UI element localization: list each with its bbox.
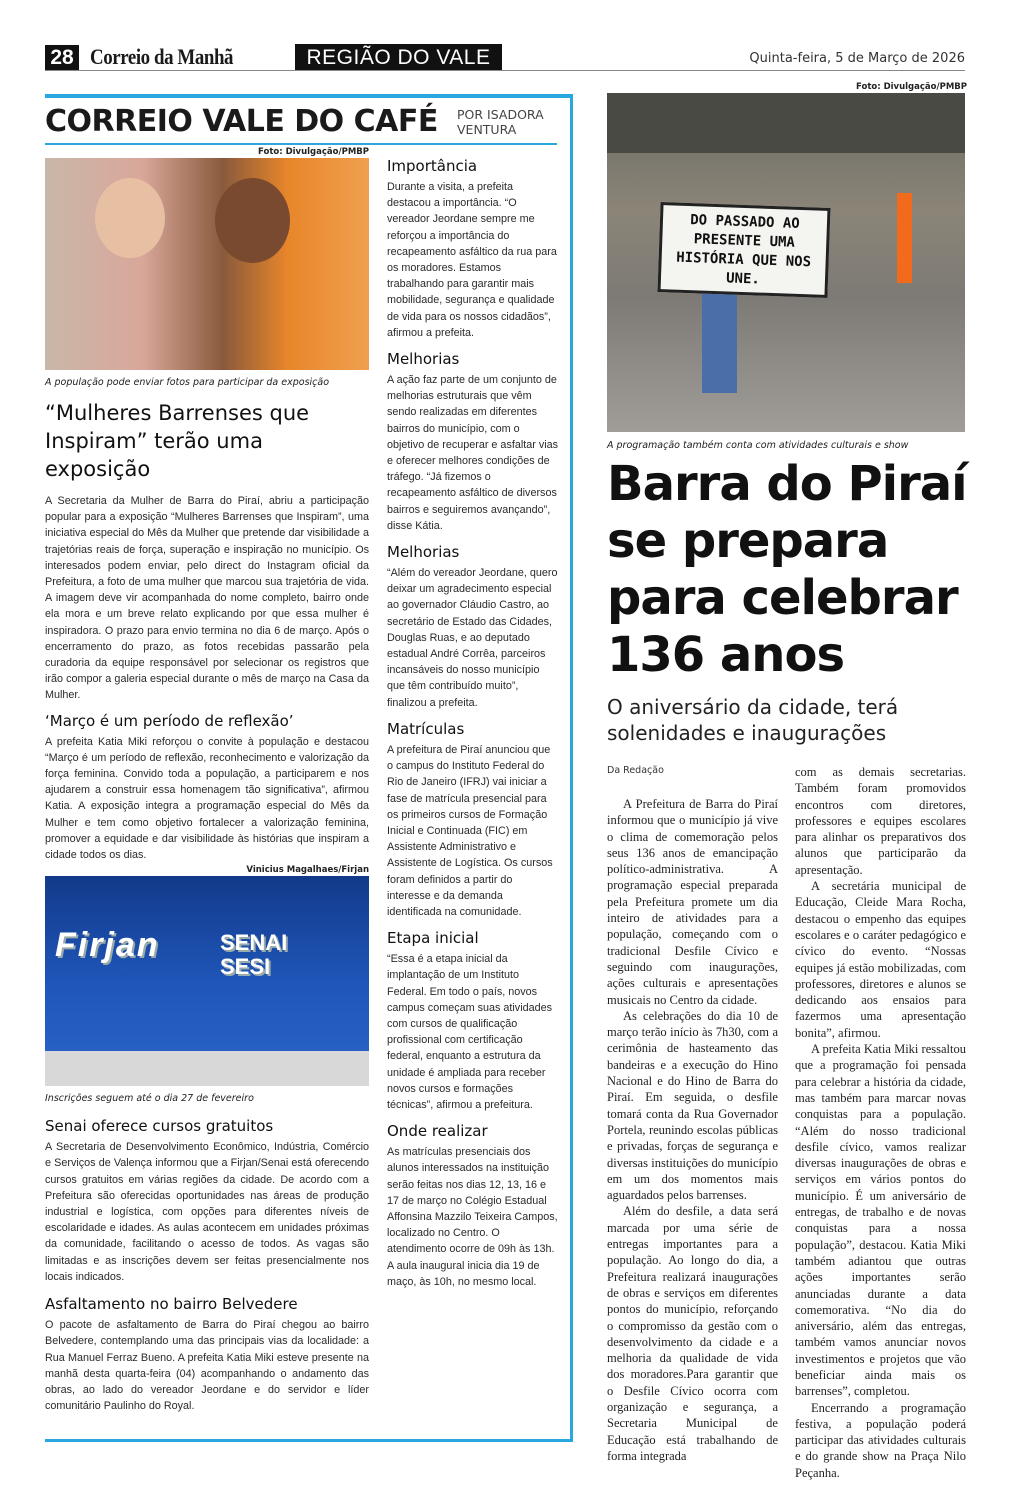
- section-body: “Além do vereador Jeordane, quero deixar um agradecimento especial ao governador Cláudio Castro, ao secretário de Estado das Cidades, Douglas Ruas, e ao deputado estadual André Corrêa, parceiros incansáveis do nosso município que têm contribuído muito”, finalizou a prefeita.: [387, 567, 558, 709]
- photo-parade: [607, 93, 965, 432]
- middle-section: [387, 929, 559, 1113]
- article-body: O pacote de asfaltamento de Barra do Piraí chegou ao bairro Belvedere, contemplando uma das principais vias da localidade: a Rua Manuel Ferraz Bueno. A prefeita Katia Miki esteve presente na manhã desta quarta-feira (04) acompanhando o andamento das obras, ao lado do vereador Jeordane e do servidor e líder comunitário Paulinho do Royal.: [45, 1319, 369, 1413]
- middle-section: [387, 720, 559, 920]
- section-heading: Matrículas: [387, 719, 465, 738]
- middle-section: [387, 543, 559, 711]
- paragraph: A secretária municipal de Educação, Cleide Mara Rocha, destacou o empenho das equipes escolares e o caráter pedagógico e cívico do evento. “Nossas equipes já estão mobilizadas, com professores, diretores e alunos se dedicando aos ensaios para fazermos uma apresentação bonita”, afirmou.: [795, 879, 966, 1040]
- middle-section: [387, 1122, 559, 1290]
- article-column-2: [795, 764, 966, 1481]
- article-subheading: ‘Março é um período de reflexão’: [45, 711, 294, 730]
- article-columns: [607, 764, 967, 1481]
- paragraph: com as demais secretarias. Também foram promovidos encontros com diretores, professores e equipes escolares para alinhar os preparativos dos alunos que participarão da apresentação.: [795, 765, 966, 877]
- section-body: “Essa é a etapa inicial da implantação de um Instituto Federal. Em todo o país, novos campus começam suas atividades com cursos de qualificação profissional com certificação federal, enquanto a estrutura da unidade é ampliada para receber novos cursos e formações técnicas”, afirmou a prefeitura.: [387, 953, 553, 1111]
- article-subheading: Asfaltamento no bairro Belvedere: [45, 1295, 298, 1314]
- section-heading: Melhorias: [387, 543, 460, 562]
- column-title: CORREIO VALE DO CAFÉ: [45, 104, 438, 139]
- article-column-1: [607, 764, 778, 1481]
- section-label: REGIÃO DO VALE: [295, 44, 502, 71]
- buildings: [607, 93, 965, 153]
- article-author: Da Redação: [607, 765, 664, 776]
- paragraph: A Prefeitura de Barra do Piraí informou que o município já vive o clima de comemoração pelos seus 136 anos de emancipação político-administrativa. A programação especial preparada pela Prefeitura promete um dia inteiro de atividades para a população, começando com o tradicional Desfile Cívico e seguindo com inaugurações, ações culturais e apresentações musicais no Centro da cidade.: [607, 797, 778, 1007]
- middle-section: [387, 350, 559, 534]
- header-divider: [45, 70, 965, 71]
- section-heading: Onde realizar: [387, 1122, 488, 1141]
- newspaper-masthead: Correio da Manhã: [90, 44, 234, 69]
- photo-credit: Foto: Divulgação/PMBP: [258, 147, 369, 157]
- article-body: A Secretaria de Desenvolvimento Econômico, Indústria, Comércio e Serviços de Valença informou que a Firjan/Senai está oferecendo cursos gratuitos em várias regiões da cidade. De acordo com a Prefeitura são oferecidas oportunidades nas áreas de produção industrial e logística, com opções para diferentes níveis de escolaridade e idades. As aulas acontecem em unidades próximas da comunidade, facilitando o acesso de todos. As vagas são limitadas e as inscrições devem ser feitas presencialmente nos locais indicados.: [45, 1141, 369, 1283]
- paragraph: As celebrações do dia 10 de março terão início às 7h30, com a cerimônia de hasteamento das bandeiras e a execução do Hino Nacional e do Hino de Barra do Piraí. Em seguida, o desfile tomará conta da Rua Governador Portela, reunindo escolas públicas e privadas, forças de segurança e diversas instituições do município em um dos momentos mais aguardados pelos barrenses.: [607, 1008, 778, 1203]
- photo-caption: A população pode enviar fotos para participar da exposição: [45, 377, 330, 388]
- main-subheadline: O aniversário da cidade, terá solenidades e inaugurações: [607, 695, 899, 745]
- middle-section: [387, 157, 559, 341]
- issue-date: Quinta-feira, 5 de Março de 2026: [749, 51, 965, 66]
- paragraph: A prefeita Katia Miki ressaltou que a programação foi pensada para celebrar a história da cidade, mas também para marcar novas conquistas para a população. “Além do nosso tradicional desfile cívico, vamos realizar diversas inaugurações de obras e serviços em vários pontos do município. É um aniversário de entregas, de trabalho e de novas conquistas para a nossa população”, destacou. Katia Miki também adiantou que outras ações importantes serão anunciadas durante a data comemorativa. “No dia do aniversário, além das entregas, também vamos anunciar novos investimentos e projetos que vão beneficiar ainda mais os barrenses”, completou.: [795, 1042, 966, 1399]
- column-byline: POR ISADORA VENTURA: [457, 107, 544, 137]
- paragraph: Além do desfile, a data será marcada por uma série de entregas importantes para a população. Ao longo do dia, a Prefeitura realizará inaugurações de obras e serviços em diferentes pontos do município, reforçando o compromisso da gestão com o desenvolvimento da cidade e a melhoria da qualidade de vida dos moradores.Para garantir que o Desfile Cívico ocorra com organização e segurança, a Secretaria Municipal de Educação está trabalhando de forma integrada: [607, 1204, 778, 1463]
- article-body: A Secretaria da Mulher de Barra do Piraí, abriu a participação popular para a exposição “Mulheres Barrenses que Inspiram”, uma iniciativa especial do Mês da Mulher que pretende dar visibilidade a trajetórias reais de força, superação e inspiração no município. Os interesados podem enviar, pelo direct do Instagram oficial da Prefeitura, a foto de uma mulher que marcou sua trajetória de vida. A imagem deve vir acompanhada do nome completo, bairro onde ela mora e um breve relato explicando por que essa mulher é inspiradora. O prazo para envio termina no dia 6 de março. Após o encerramento do prazo, as fotos recebidas passarão pela curadoria da equipe responsável por selecionar os registros que irão compor a galeria especial durante o mês de março na Casa da Mulher.: [45, 495, 369, 702]
- photo-credit: Foto: Divulgação/PMBP: [856, 82, 967, 92]
- traffic-cone: [897, 193, 912, 283]
- firjan-logo: Firjan: [55, 926, 160, 965]
- section-heading: Etapa inicial: [387, 929, 479, 948]
- person-face: [95, 178, 165, 258]
- person-legs: [702, 293, 737, 393]
- person-face: [215, 178, 290, 263]
- section-body: Durante a visita, a prefeita destacou a importância. “O vereador Jeordane sempre me reforçou a importância do recapeamento asfáltico da rua para os moradores. Estamos trabalhando para garantir mais mobilidade, segurança e qualidade de vida para os nossos cidadãos”, afirmou a prefeita.: [387, 181, 557, 339]
- section-body: As matrículas presenciais dos alunos interessados na instituição serão feitas nos dias 12, 13, 16 e 17 de março no Colégio Estadual Affonsina Mazzilo Teixeira Campos, localizado no Centro. O atendimento ocorre de 09h às 13h. A aula inaugural inicia dia 19 de maço, às 10h, no mesmo local.: [387, 1146, 558, 1288]
- parade-sign: DO PASSADO AO PRESENTE UMA HISTÓRIA QUE NOS UNE.: [657, 202, 830, 298]
- article-subheading: Senai oferece cursos gratuitos: [45, 1117, 274, 1136]
- senai-sesi-logo: SENAI SESI: [220, 930, 288, 980]
- photo-caption: Inscrições seguem até o dia 27 de fevereiro: [45, 1093, 254, 1105]
- photo-two-women: [45, 158, 369, 370]
- ground: [45, 1051, 369, 1086]
- photo-credit: Vinicius Magalhaes/Firjan: [246, 865, 369, 876]
- page-number: 28: [45, 45, 79, 71]
- section-body: A prefeitura de Piraí anunciou que o campus do Instituto Federal do Rio de Janeiro (IFRJ) vai iniciar a fase de matrícula presencial para os primeiros cursos de Formação Inicial e Continuada (FIC) em Assistente Administrativo e Assistente de Logística. Os cursos foram definidos a partir do interesse e da demanda identificada na comunidade.: [387, 743, 553, 918]
- paragraph: Encerrando a programação festiva, a população poderá participar das atividades culturais e do grande show na Praça Nilo Peçanha.: [795, 1400, 966, 1480]
- article-headline: “Mulheres Barrenses que Inspiram” terão uma exposição: [45, 401, 310, 481]
- main-headline: Barra do Piraí se prepara para celebrar 136 anos: [607, 456, 967, 683]
- article-body: A prefeita Katia Miki reforçou o convite à população e destacou “Março é um período de reflexão, reconhecimento e valorização da força feminina. Convido toda a população, a participarem e nos ajudarem a construir essa homenagem tão significativa”, afirmou Katia. A exposição integra a programação especial do Mês da Mulher e tem como objetivo fortalecer a valorização feminina, promover a equidade e dar visibilidade às histórias que inspiram a cidade todos os dias.: [45, 735, 369, 862]
- section-body: A ação faz parte de um conjunto de melhorias estruturais que vêm sendo realizadas em diferentes bairros do município, com o objetivo de recuperar e asfaltar vias e oferecer melhores condições de tráfego. “Já fizemos o recapeamento asfáltico de diversos bairros e seguiremos avançando”, disse Kátia.: [387, 374, 559, 532]
- left-column: [45, 147, 369, 1414]
- photo-firjan-building: [45, 876, 369, 1086]
- middle-column: [387, 157, 559, 1290]
- column-title-divider: [45, 143, 557, 145]
- section-heading: Importância: [387, 157, 478, 175]
- right-column: [607, 82, 967, 1481]
- photo-caption: A programação também conta com atividades culturais e show: [607, 440, 909, 451]
- section-heading: Melhorias: [387, 350, 460, 369]
